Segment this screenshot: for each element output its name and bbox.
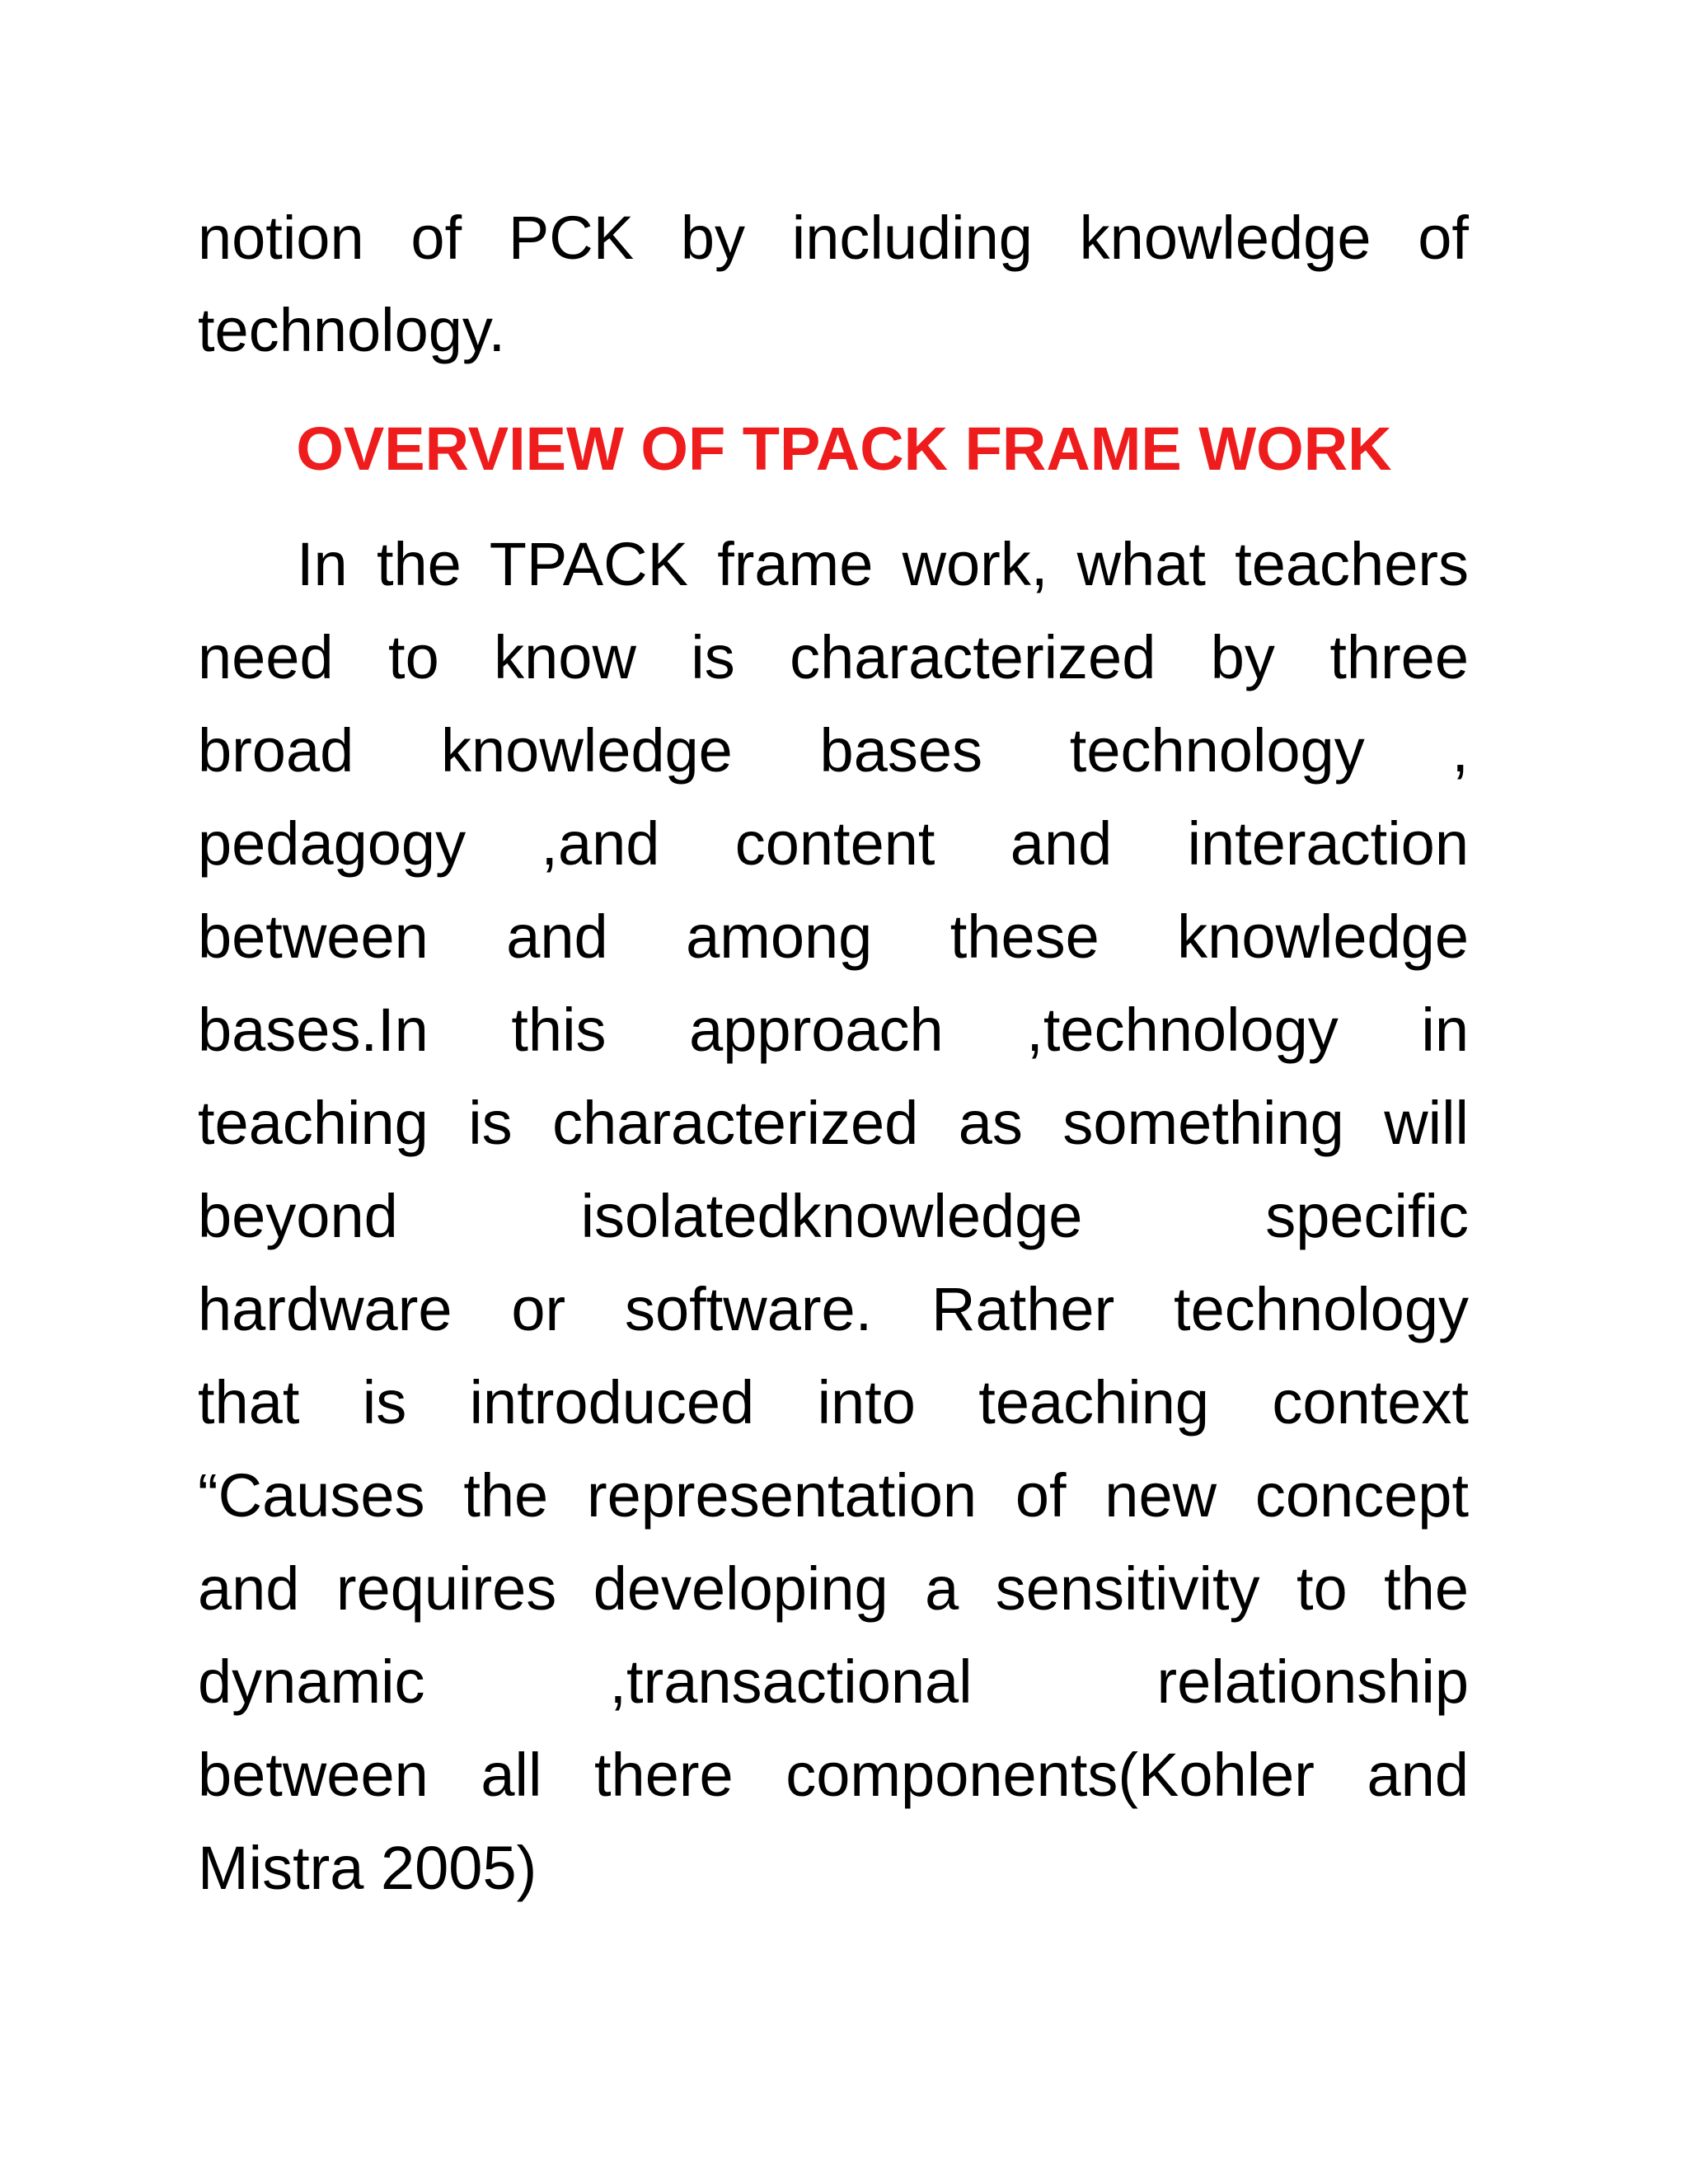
text-line: notion of PCK by including knowledge of xyxy=(198,204,1469,272)
paragraph-line: between and among these knowledge xyxy=(198,902,1469,971)
paragraph-line: bases.In this approach ,technology in xyxy=(198,996,1469,1064)
paragraph-line: pedagogy ,and content and interaction xyxy=(198,809,1469,878)
paragraph-line: need to know is characterized by three xyxy=(198,623,1469,691)
paragraph-line: that is introduced into teaching context xyxy=(198,1368,1469,1436)
paragraph-line: dynamic ,transactional relationship xyxy=(198,1647,1469,1716)
text-line: technology. xyxy=(198,296,505,364)
paragraph-line: and requires developing a sensitivity to the xyxy=(198,1554,1469,1623)
section-heading: OVERVIEW OF TPACK FRAME WORK xyxy=(296,415,1392,483)
paragraph-line: broad knowledge bases technology , xyxy=(198,716,1469,785)
paragraph-line: In the TPACK frame work, what teachers xyxy=(297,530,1469,598)
paragraph-line: beyond isolatedknowledge specific xyxy=(198,1182,1469,1250)
paragraph-line: “Causes the representation of new concept xyxy=(198,1461,1469,1530)
paragraph-line: hardware or software. Rather technology xyxy=(198,1275,1469,1343)
paragraph-line: between all there components(Kohler and xyxy=(198,1741,1469,1809)
paragraph-line: Mistra 2005) xyxy=(198,1834,537,1902)
paragraph-line: teaching is characterized as something will xyxy=(198,1089,1469,1157)
